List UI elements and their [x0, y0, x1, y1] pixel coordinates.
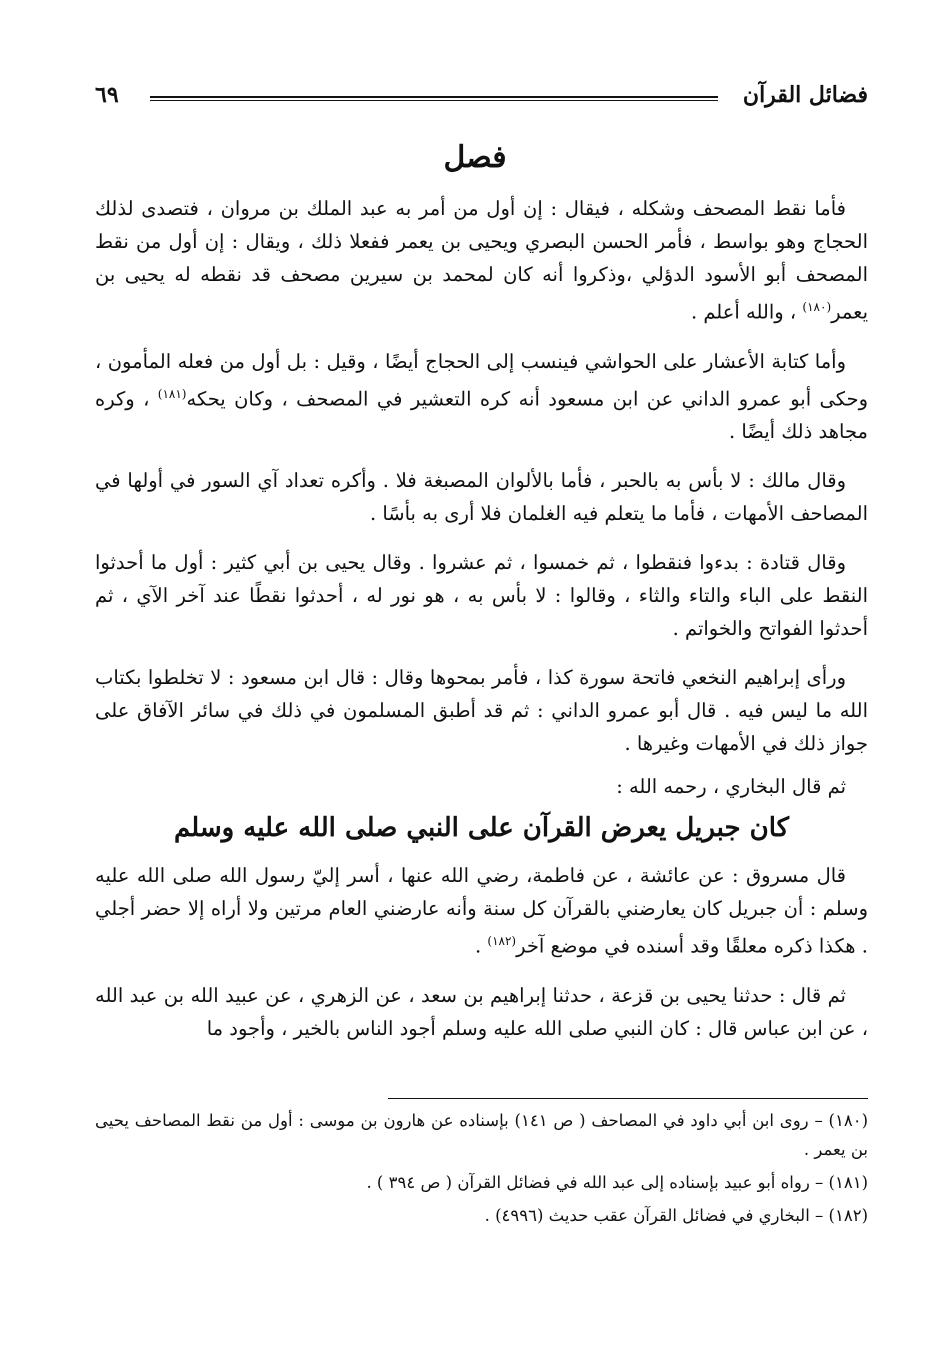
paragraph-text-end: ، والله أعلم . — [690, 300, 803, 324]
footnotes — [95, 1106, 868, 1234]
paragraph — [95, 979, 868, 1045]
paragraph-text: ورأى إبراهيم النخعي فاتحة سورة كذا ، فأمر بمحوها وقال : قال ابن مسعود : لا تخلطوا بكتاب الله ما ليس فيه . قال أبو عمرو الداني : ثم قد أطبق المسلمون في ذلك في سائر الآفاق على جواز ذلك في الأمهات وغيرها . — [95, 666, 868, 755]
paragraph-text-end: . — [474, 934, 488, 958]
paragraph-text: قال مسروق : عن عائشة ، عن فاطمة، رضي الله عنها ، أسر إليّ رسول الله صلى الله عليه وسلم : أن جبريل كان يعارضني بالقرآن كل سنة وأنه عارضني العام مرتين ولا أراه إلا حضر أجلي . هكذا ذكره معلقًا وقد أسنده في موضع آخر — [95, 864, 868, 958]
transition-line: ثم قال البخاري ، رحمه الله : — [616, 775, 846, 798]
paragraph-text: فأما نقط المصحف وشكله ، فيقال : إن أول من أمر به عبد الملك بن مروان ، فتصدى لذلك الحجاج وهو بواسط ، فأمر الحسن البصري ويحيى بن يعمر ففعلا ذلك ، ويقال : إن أول من نقط المصحف أبو الأسود الدؤلي ،وذكروا أنه كان لمحمد بن سيرين مصحف قد نقطه له يحيى بن يعمر — [95, 197, 868, 324]
main-text — [95, 192, 868, 1061]
page-header — [95, 80, 868, 120]
footnote-marker[interactable]: (١٨٠) — [802, 300, 832, 314]
paragraph — [95, 661, 868, 760]
paragraph — [95, 859, 868, 963]
header-rule — [150, 96, 718, 101]
paragraph-text: ثم قال : حدثنا يحيى بن قزعة ، حدثنا إبراهيم بن سعد ، عن الزهري ، عن عبيد الله بن عبد الله ، عن ابن عباس قال : كان النبي صلى الله عليه وسلم أجود الناس بالخير ، وأجود ما — [95, 983, 868, 1040]
paragraph — [95, 192, 868, 329]
paragraph-text-end: ، وكره مجاهد ذلك أيضًا . — [95, 387, 868, 443]
page-number: ٦٩ — [95, 82, 119, 108]
running-title: فضائل القرآن — [742, 82, 868, 108]
paragraph — [95, 345, 868, 449]
paragraph-text: وقال قتادة : بدءوا فنقطوا ، ثم خمسوا ، ثم عشروا . وقال يحيى بن أبي كثير : أول ما أحدثوا النقط على الباء والتاء والثاء ، وقالوا : لا بأس به ، هو نور له ، أحدثوا نقطًا عند آخر الآي ، ثم أحدثوا الفواتح والخواتم . — [95, 551, 868, 640]
footnote-marker[interactable]: (١٨٢) — [487, 934, 517, 948]
paragraph-text: وأما كتابة الأعشار على الحواشي فينسب إلى الحجاج أيضًا ، وقيل : بل أول من فعله المأمون ، وحكى أبو عمرو الداني عن ابن مسعود أنه كره التعشير في المصحف ، وكان يحكه — [95, 349, 868, 410]
footnote: (١٨١) – رواه أبو عبيد بإسناده إلى عبد الله في فضائل القرآن ( ص ٣٩٤ ) . — [366, 1173, 868, 1192]
chapter-heading: كان جبريل يعرض القرآن على النبي صلى الله عليه وسلم — [173, 813, 790, 843]
section-heading: فصل — [443, 140, 507, 175]
footnote-marker[interactable]: (١٨١) — [157, 386, 187, 401]
paragraph-text: وقال مالك : لا بأس به بالحبر ، فأما بالألوان المصبغة فلا . وأكره تعداد آي السور في أولها في المصاحف الأمهات ، فأما ما يتعلم فيه الغلمان فلا أرى به بأسًا . — [95, 469, 868, 525]
footnote-divider — [388, 1098, 868, 1099]
paragraph — [95, 546, 868, 645]
footnote: (١٨٢) – البخاري في فضائل القرآن عقب حديث (٤٩٩٦) . — [484, 1206, 868, 1225]
footnote: (١٨٠) – روى ابن أبي داود في المصاحف ( ص ١٤١) بإسناده عن هارون بن موسى : أول من نقط المصاحف يحيى بن يعمر . — [95, 1111, 868, 1159]
paragraph — [95, 464, 868, 530]
